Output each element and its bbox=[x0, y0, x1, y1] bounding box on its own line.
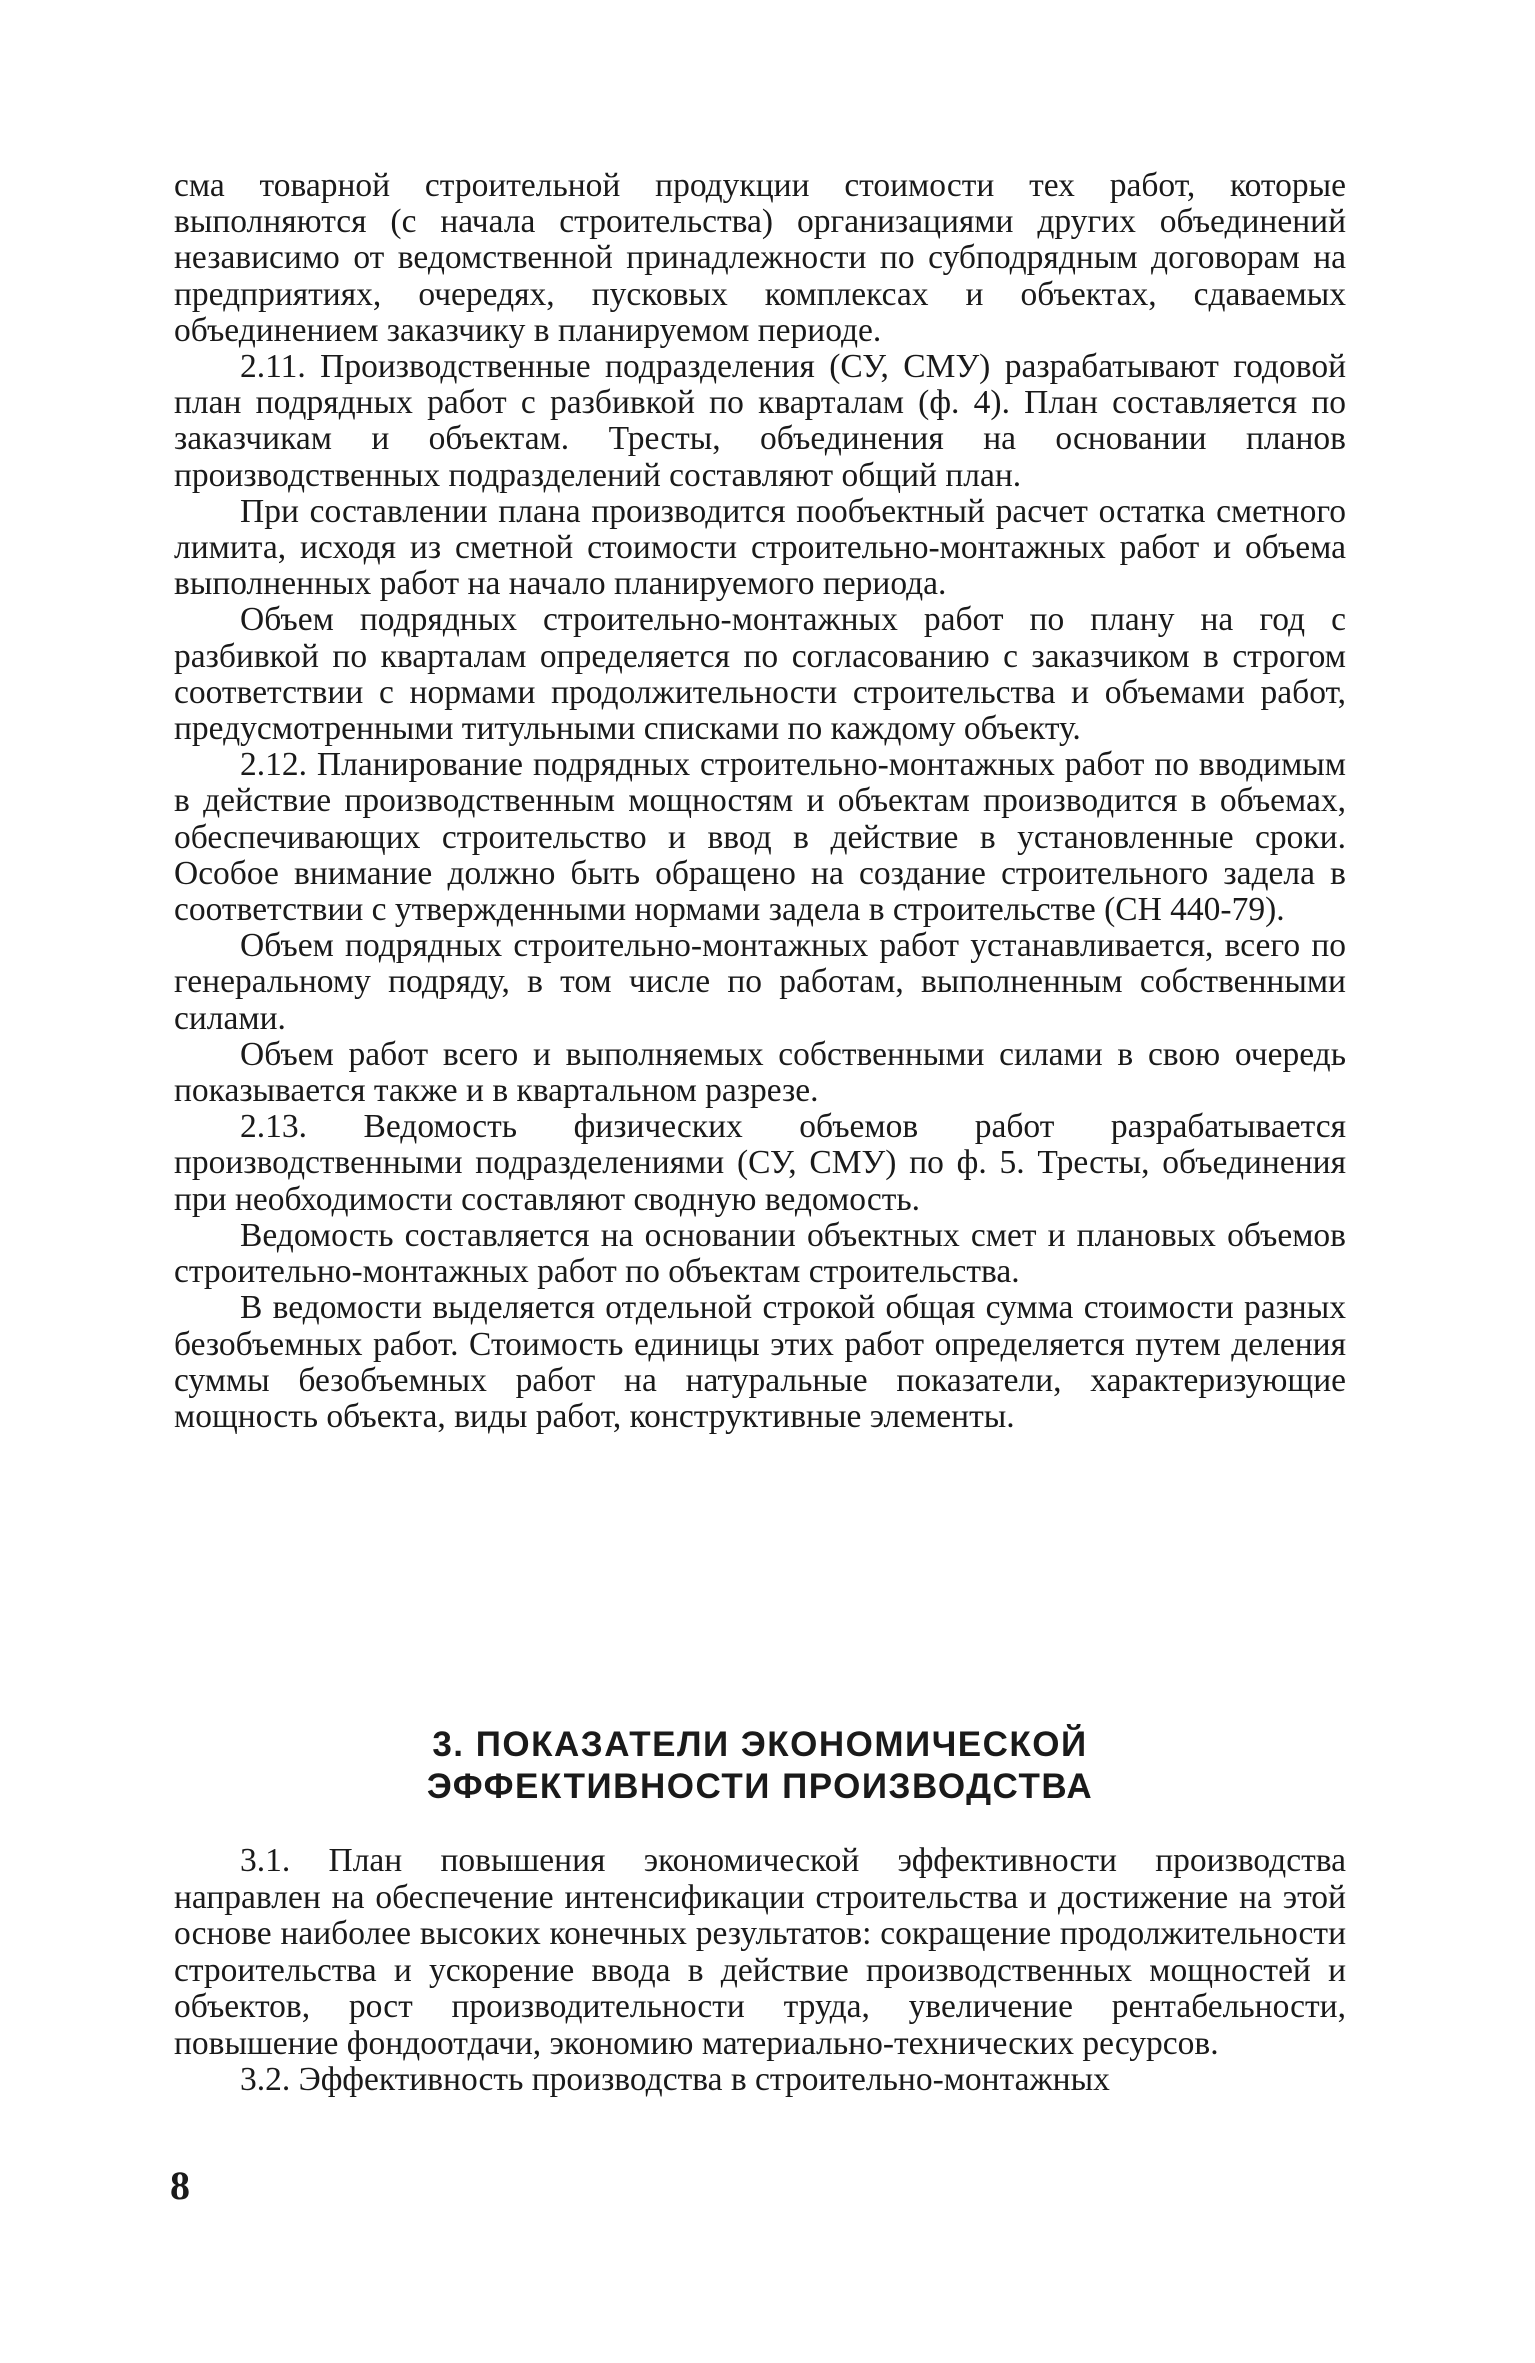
paragraph-3-1: 3.1. План повышения экономической эффективности производства направлен на обеспечение интенсификации строительства и достижение на этой основе наиболее высоких конечных результатов: сокращение продолжительности строительства и ускорение ввода в действие производственных мощностей и объектов, рост производительности труда, увеличение рентабельности, повышение фондоотдачи, экономию материально-технических ресурсов. bbox=[174, 1842, 1346, 2062]
paragraph-continuation: сма товарной строительной продукции стоимости тех работ, которые выполняются (с начала строительства) организациями других объединений независимо от ведомственной принадлежности по субподрядным договорам на предприятиях, очередях, пусковых комплексах и объектах, сдаваемых объединением заказчику в планируемом периоде. bbox=[174, 167, 1346, 349]
paragraph-2-13: 2.13. Ведомость физических объемов работ разрабатывается производственными подразделениями (СУ, СМУ) по ф. 5. Тресты, объединения при необходимости составляют сводную ведомость. bbox=[174, 1108, 1346, 1218]
paragraph-3-2: 3.2. Эффективность производства в строительно-монтажных bbox=[240, 2061, 1110, 2098]
paragraph-2-12: 2.12. Планирование подрядных строительно-монтажных работ по вводимым в действие производственным мощностям и объектам производится в объемах, обеспечивающих строительство и ввод в действие в установленные сроки. Особое внимание должно быть обращено на создание строительного задела в соответствии с утвержденными нормами задела в строительстве (СН 440-79). bbox=[174, 746, 1346, 929]
body-text bbox=[174, 168, 1346, 1435]
section-heading-line-1: 3. ПОКАЗАТЕЛИ ЭКОНОМИЧЕСКОЙ bbox=[432, 1725, 1088, 1764]
paragraph-general-contract: Объем подрядных строительно-монтажных работ устанавливается, всего по генеральному подряду, в том числе по работам, выполненным собственными силами. bbox=[174, 927, 1346, 1037]
paragraph-non-volume-works: В ведомости выделяется отдельной строкой общая сумма стоимости разных безобъемных работ. Стоимость единицы этих работ определяется путем деления суммы безобъемных работ на натуральные показатели, характеризующие мощность объекта, виды работ, конструктивные элементы. bbox=[174, 1289, 1346, 1435]
paragraph-plan-calculation: При составлении плана производится пообъектный расчет остатка сметного лимита, исходя из сметной стоимости строительно-монтажных работ и объема выполненных работ на начало планируемого периода. bbox=[174, 492, 1346, 603]
section-heading bbox=[174, 1724, 1346, 1808]
section-3-text bbox=[174, 1843, 1346, 2099]
paragraph-quarterly: Объем работ всего и выполняемых собственными силами в свою очередь показывается также и в квартальном разрезе. bbox=[174, 1035, 1346, 1110]
paragraph-annual-volume: Объем подрядных строительно-монтажных работ по плану на год с разбивкой по кварталам определяется по согласованию с заказчиком в строгом соответствии с нормами продолжительности строительства и объемами работ, предусмотренными титульными списками по каждому объекту. bbox=[174, 601, 1346, 748]
paragraph-2-11: 2.11. Производственные подразделения (СУ, СМУ) разрабатывают годовой план подрядных работ с разбивкой по кварталам (ф. 4). План составляется по заказчикам и объектам. Тресты, объединения на основании планов производственных подразделений составляют общий план. bbox=[174, 348, 1346, 494]
page-number: 8 bbox=[170, 2163, 190, 2208]
section-heading-line-2: ЭФФЕКТИВНОСТИ ПРОИЗВОДСТВА bbox=[426, 1767, 1094, 1806]
paragraph-statement-basis: Ведомость составляется на основании объектных смет и плановых объемов строительно-монтажных работ по объектам строительства. bbox=[174, 1216, 1346, 1291]
